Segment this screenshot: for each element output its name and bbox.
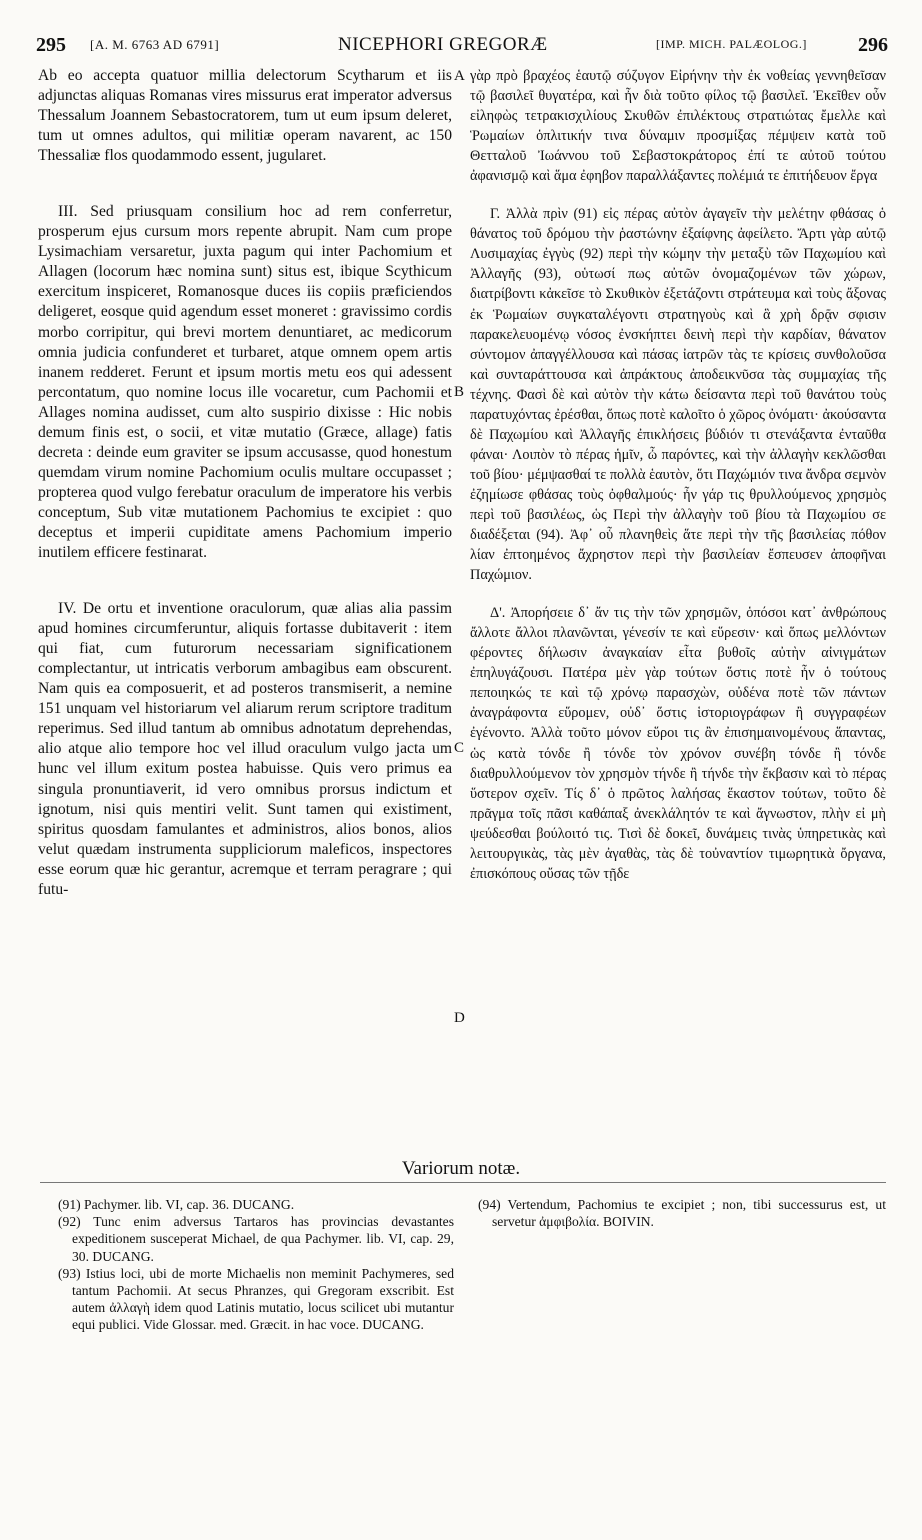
greek-column [470,66,886,1156]
notes-divider [40,1182,886,1183]
latin-paragraph-3: IV. De ortu et inventione oraculorum, quæ alias alia passim apud homines circumferuntur, aliquis fortasse dubitaverit : item qui fiat, cum futurorum necessariam significationem complectantur, ut intricatis verborum ambagibus eam obscurent. Nam quis ea composuerit, et ad posteros transmiserit, a nemine 151 unquam vel historiarum vel aliarum rerum scriptore traditum reperimus. Sed illud tantum ab omnibus adnotatum deprehendas, alio atque alio tempore hoc vel illud oraculum vulgo jacta um hunc vel illum exitum postea habuisse. Quis vero primus ea singula pronuntiaverit, id vero omnibus prorsus indictum et ignotum, nisi quis mentiri velit. Sunt tamen qui existiment, spiritus quosdam famulantes et administros, alios bonos, alios velut quædam instrumenta suppliciorum maleficos, inspectores esse eorum quæ hic gerantur, acremque et terram peragrare ; qui futu- [38,600,452,898]
footnote-94: (94) Vertendum, Pachomius te excipiet ; non, tibi successurus est, ut servetur ἀμφιβολία. BOIVIN. [478,1197,886,1230]
page-number-left: 295 [36,34,66,56]
margin-marker-d: D [454,1010,465,1026]
notes-right-column [478,1196,886,1230]
footnote-92: (92) Tunc enim adversus Tartaros has provincias devastantes expeditionem susceperat Michael, de qua Pachymer. lib. VI, cap. 29, 30. DUCANG. [58,1214,454,1264]
latin-column [38,66,452,1156]
footnote-93: (93) Istius loci, ubi de morte Michaelis non meminit Pachymeres, sed tantum Pachomii. At secus Phranzes, qui Gregoram exscribit. Est autem ἀλλαγὴ idem quod Latinis mutatio, locus scilicet ubi mutantur equi publici. Vide Glossar. med. Græcit. in hac voce. DUCANG. [58,1265,454,1333]
greek-paragraph-2: Γ. Ἀλλὰ πρὶν (91) εἰς πέρας αὐτὸν ἀγαγεῖν τὴν μελέτην φθάσας ὁ θάνατος τοῦ δρόμου τὴν ῥαστώνην ἐξαίφνης ἀφείλετο. Ἄρτι γὰρ αὐτῷ Λυσιμαχίας ἐγγὺς (92) περὶ τὴν κώμην τὴν μεταξὺ τῶν Παχωμίου καὶ Ἀλλαγῆς (93), οὑτωσί πως αὐτῶν ὀνομαζομένων τῶν χώρων, διατρίβοντι κἀκεῖσε τὸ Σκυθικὸν ἐξετάζοντι στράτευμα καὶ τοὺς ἄξονας ἐκ Ῥωμαίων συγκαταλέγοντι στρατηγοὺς καὶ ἃ χρὴ δρᾷν σφισιν παρακελευομένῳ νόσος ἐνσκήπτει δεινὴ περὶ τὴν καρδίαν, θάνατον σύντομον ἀπαγγέλλουσα καὶ πάσας ἰατρῶν τὰς τε κρίσεις συνθολοῦσα καὶ συνταράττουσα καὶ ἀπράκτους ἀποδεικνῦσα τὰς συμμαχίας τῆς τέχνης. Φασὶ δὲ καὶ αὐτὸν τὴν κάτω δείσαντα περὶ τοῦ θανάτου τοὺς παρατυχόντας ἐρέσθαι, ὅπως ποτὲ καλοῖτο ὁ χῶρος ὀνόματι· ἀκούσαντα δὲ Παχωμίου καὶ Ἀλλαγῆς ἐπικλήσεις βύδιόν τι στενάξαντα ἐνταῦθα φάναι· Λοιπὸν τὸ πέρας ἡμῖν, ὦ παρόντες, καὶ τὴν ἀλλαγὴν κεκλῶσθαι τοῦ βίου· μέμψασθαί τε πολλὰ ἑαυτὸν, ὅτι Παχώμιόν τινα ἄνδρα σεμνὸν ἐζημίωσε φθάσας τοὺς ὀφθαλμούς· ἦν γάρ τις θρυλλούμενος χρησμὸς περὶ τοῦ βασιλέως, ὡς Περὶ τὴν ἀλλαγὴν τοῦ βίου τὰ Παχωμίου σε διαδέξεται (94). Ἀφ᾽ οὗ πλανηθεὶς ἅτε περὶ τὴν τῆς βασιλείας πόθον λίαν ἐπτοημένος ἄχρηστον περὶ τὴν βασιλείαν ἔσπευσεν ἀποφῆναι Παχώμιον. [470,206,886,584]
margin-marker-a: A [454,68,465,84]
header-date-range: [A. M. 6763 AD 6791] [90,37,220,52]
notes-heading: Variorum notæ. [401,1158,521,1179]
margin-markers [452,66,470,1156]
running-header [36,34,888,64]
page-number-right: 296 [858,34,888,56]
header-section: [IMP. MICH. PALÆOLOG.] [656,37,807,51]
header-title: NICEPHORI GREGORÆ [338,34,548,55]
greek-paragraph-1: γὰρ πρὸ βραχέος ἑαυτῷ σύζυγον Εἰρήνην τὴν ἐκ νοθείας γεννηθεῖσαν τῷ βασιλεῖ θυγατέρα, καὶ ἦν διὰ τοῦτο φίλος τῷ βασιλεῖ. Ἐκεῖθεν οὖν εἰληφὼς τετρακισχιλίους Σκυθῶν ἐπιλέκτους στρατιώτας ἔμελλε καὶ Ῥωμαίων ὁπλιτικήν τινα δύναμιν προσμίξας πέμψειν κατὰ τοῦ Θετταλοῦ Ἰωάννου τοῦ Σεβαστοκράτορος ἐπί τε αὐτοῦ τούτου ἀφανισμῷ καὶ ἅμα ἐφηβον παραλλάξαντες πολέμιά τε ἐπιτήδευον ἔργα [470,68,886,185]
latin-paragraph-1: Ab eo accepta quatuor millia delectorum Scytharum et iis adjunctas aliquas Romanas vires missurus erat imperator adversus Thessalum Joannem Sebastocratorem, tum ut eum ipsum deleret, tum ut omnes adultos, qui militiæ operam navarent, ac 150 Thessaliæ flos quodammodo essent, jugularet. [38,67,452,165]
latin-paragraph-2: III. Sed priusquam consilium hoc ad rem conferretur, prosperum ejus cursum mors repente abrupit. Nam cum prope Lysimachiam versaretur, juxta pagum qui inter Pachomium et Allagen (locorum hæc nomina sunt) situs est, ibique Scythicum exercitum inspiceret, Romanosque duces iis copiis præficiendos deligeret, eosque quid agendum esset moneret : gravissimo cordis morbo corripitur, qui brevi mortem denuntiaret, ac medicorum omnia judicia confunderet et turbaret, atque omnem opem artis inanem redderet. Ferunt et ipsum mortis metu eos qui adessent percontatum, quo nomine locus ille vocaretur, cum Pachomii et Allages nomina audisset, cum alto suspirio dixisse : Hic nobis demum finis est, o socii, et vitæ mutatio (Græce, allage) fatis decreta : deinde eum graviter se ipsum accusasse, quod honestum quemdam virum nomine Pachomium oculis multare occupasset ; propterea quod vulgo ferebatur oraculum de imperatore his verbis conceptum, Sub vitæ mutationem Pachomius te excipiet : quo deceptus et imperii cupiditate amens Pachomium imperio inutilem efficere festinarat. [38,203,452,562]
margin-marker-b: B [454,384,465,400]
footnote-91: (91) Pachymer. lib. VI, cap. 36. DUCANG. [58,1197,295,1212]
margin-marker-c: C [454,740,465,756]
notes-left-column [58,1196,454,1334]
greek-paragraph-3: Δ'. Ἀπορήσειε δ᾽ ἄν τις τὴν τῶν χρησμῶν, ὁπόσοι κατ᾽ ἀνθρώπους ἄλλοτε ἄλλοι πλανῶνται, γένεσίν τε καὶ εὕρεσιν· καὶ ὅπως μελλόντων φέροντες δήλωσιν ἀναγκαίαν εἶτα βυθοῖς αὐτὴν αἰνιγμάτων ἐπηλυγάζουσι. Πατέρα μὲν γὰρ τούτων ὅστις ποτὲ ἦν ὁ τούτους πεποιηκώς τε καὶ τῷ χρόνῳ παρασχὼν, οὐδένα ποτὲ τῶν πάντων ἀναγράφοντα εὕρομεν, οὐδ᾽ ὅστις ἱστοριογράφων ἢ συγγραφέων ἐγένοντο. Ἀλλὰ τοῦτο μόνον εὕροι τις ἂν ἐπισημαινομένους ἅπαντας, ὡς κατὰ τόνδε ἢ τόνδε τὸν χρόνον συνέβη τόνδε ἢ τόνδε διαθρυλλούμενον τὸν χρησμὸν τήνδε ἢ τήνδε τὴν ἔκβασιν καὶ τὸ πέρας ὕστερον σχεῖν. Τίς δ᾽ ὁ πρῶτος λαλήσας ἕκαστον τούτων, τοῦτο δὲ πρᾶγμα τοῖς πᾶσι καθάπαξ ἀνεκλάλητόν τε καὶ ἄγνωστον, πλὴν εἰ μὴ ψεύδεσθαι βούλοιτό τις. Τισὶ δὲ δοκεῖ, δυνάμεις τινὰς ὑπηρετικὰς καὶ λειτουργικὰς, τὰς μὲν ἀγαθὰς, τὰς δὲ τοὐναντίον τιμωρητικὰ ὄργανα, ἐπισκόπους οὔσας τῶν τῇδε [470,605,886,882]
